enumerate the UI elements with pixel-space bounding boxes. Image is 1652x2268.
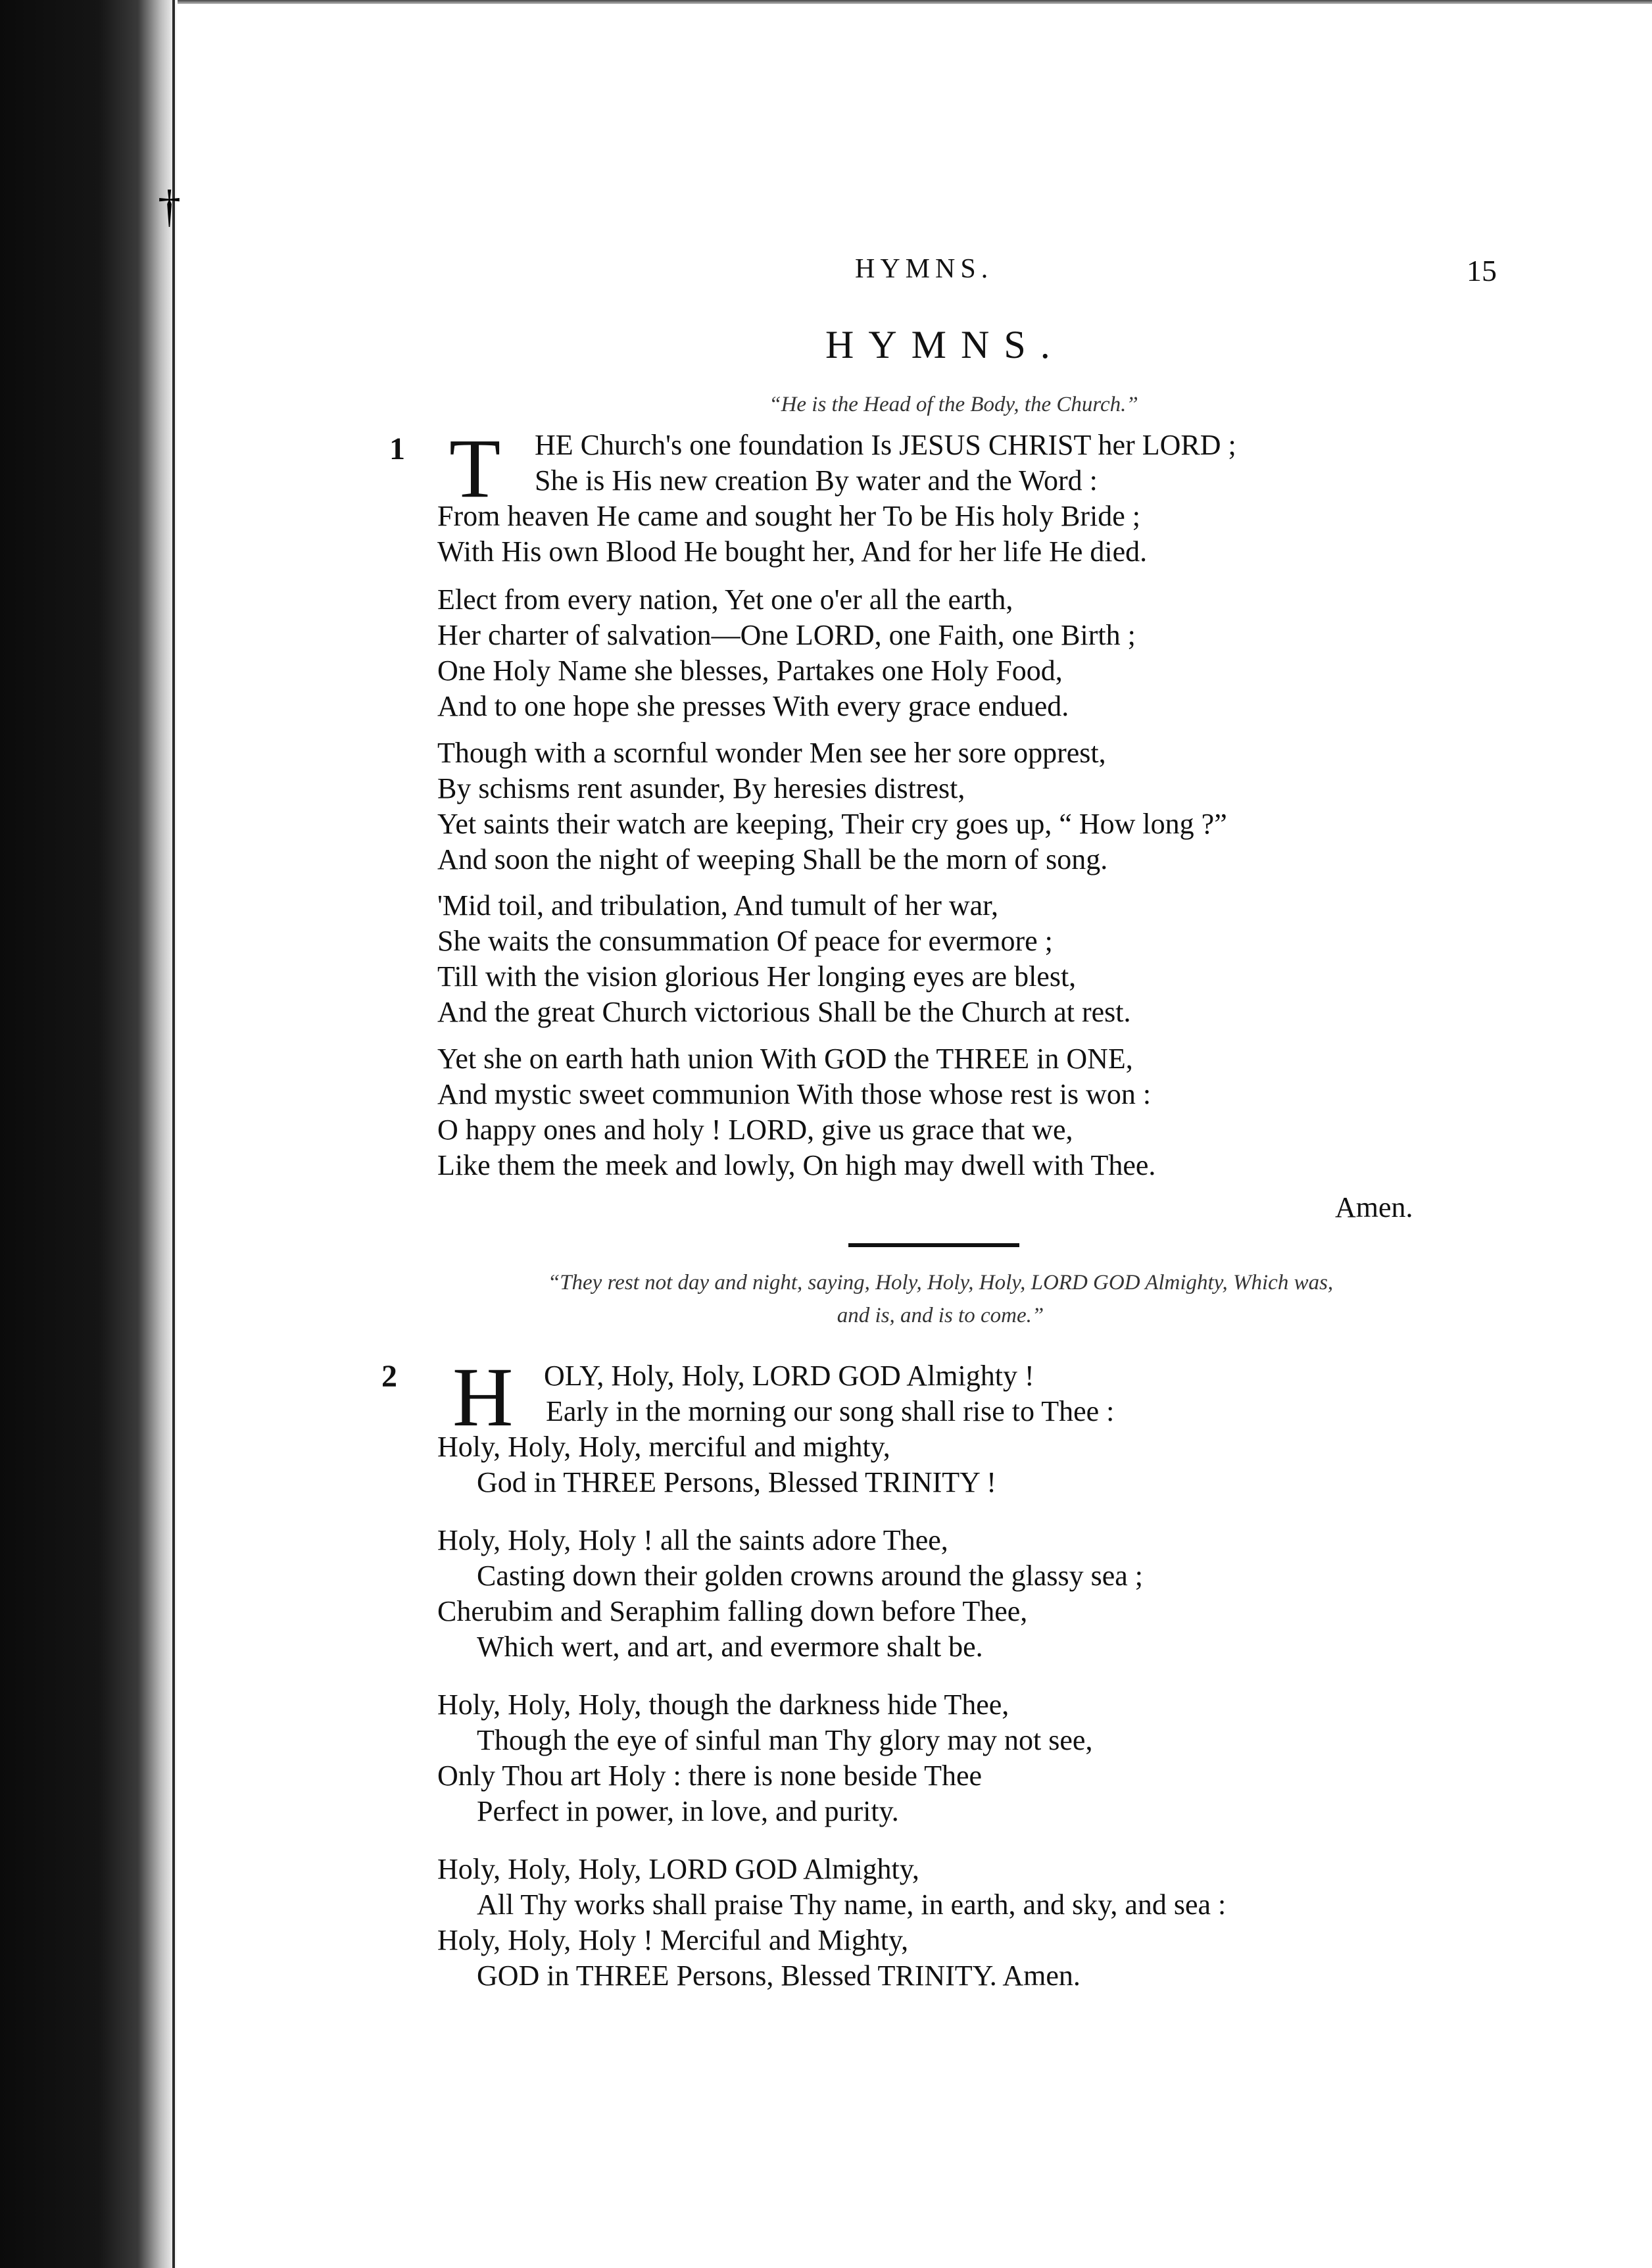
hymn2-stanza-2: [437, 1523, 1143, 1665]
hymn1-line: And to one hope she presses With every grace endued.: [437, 690, 1069, 722]
hymn2-line: Holy, Holy, Holy ! Merciful and Mighty,: [437, 1924, 909, 1956]
hymn1-line: Till with the vision glorious Her longing eyes are blest,: [437, 960, 1077, 993]
hymn2-epigraph-line: “They rest not day and night, saying, Holy, Holy, Holy, LORD GOD Almighty, Which was,: [547, 1271, 1334, 1294]
hymn1-line: With His own Blood He bought her, And for her life He died.: [437, 535, 1148, 568]
top-page-edge: [178, 0, 1652, 4]
hymn1-line: By schisms rent asunder, By heresies distrest,: [437, 772, 965, 804]
hymn1-line: And mystic sweet communion With those whose rest is won :: [437, 1078, 1152, 1110]
hymn1-line: One Holy Name she blesses, Partakes one Holy Food,: [437, 654, 1063, 687]
hymn2-line: Which wert, and art, and evermore shalt be.: [477, 1631, 983, 1663]
hymn1-line: Yet saints their watch are keeping, Their cry goes up, “ How long ?”: [437, 808, 1227, 840]
hymn2-line: All Thy works shall praise Thy name, in earth, and sky, and sea :: [477, 1888, 1227, 1921]
hymn1-stanza-1: [437, 422, 1236, 570]
hymn2-line: Perfect in power, in love, and purity.: [477, 1795, 899, 1827]
page-edge-line: [172, 0, 175, 2268]
hymn2-line: Early in the morning our song shall rise to Thee :: [546, 1395, 1115, 1427]
hymn2-stanza-3: [437, 1687, 1092, 1829]
hymn1-line: O happy ones and holy ! LORD, give us grace that we,: [437, 1114, 1073, 1146]
hymn2-line: OLY, Holy, Holy, LORD GOD Almighty !: [544, 1360, 1034, 1392]
hymn1-line: From heaven He came and sought her To be His holy Bride ;: [437, 500, 1140, 532]
hymn1-drop-cap: T: [449, 422, 501, 515]
book-gutter: [0, 0, 178, 2268]
hymn1-amen: Amen.: [1335, 1191, 1413, 1223]
hymn2-line: God in THREE Persons, Blessed TRINITY !: [477, 1466, 996, 1498]
hymn2-stanza-4: [437, 1852, 1226, 1994]
hymn2-number: 2: [381, 1359, 397, 1394]
hymn1-line: And the great Church victorious Shall be the Church at rest.: [437, 996, 1131, 1028]
hymn1-number: 1: [389, 431, 405, 466]
hymn1-line: HE Church's one foundation Is JESUS CHRIST her LORD ;: [535, 429, 1236, 461]
hymn1-line: Though with a scornful wonder Men see her sore opprest,: [437, 737, 1106, 769]
hymn1-line: She is His new creation By water and the Word :: [535, 464, 1098, 497]
hymn1-stanza-4: [437, 888, 1131, 1030]
hymn1-line: She waits the consummation Of peace for evermore ;: [437, 925, 1053, 957]
hymn2-stanza-1: [437, 1358, 1114, 1500]
hymn1-stanza-3: [437, 735, 1227, 877]
hymn2-line: Cherubim and Seraphim falling down before Thee,: [437, 1595, 1028, 1627]
section-divider: [848, 1243, 1019, 1247]
running-head: HYMNS.: [855, 254, 994, 284]
hymn1-line: 'Mid toil, and tribulation, And tumult of her war,: [437, 889, 999, 922]
page-number: 15: [1467, 254, 1497, 287]
hymn1-epigraph: “He is the Head of the Body, the Church.”: [769, 393, 1138, 416]
hymn2-line: Holy, Holy, Holy, merciful and mighty,: [437, 1431, 890, 1463]
hymn2-line: Holy, Holy, Holy, LORD GOD Almighty,: [437, 1853, 919, 1885]
hymn2-line: Only Thou art Holy : there is none beside Thee: [437, 1760, 983, 1792]
hymn2-drop-cap: H: [452, 1350, 514, 1444]
dagger-mark-icon: †: [158, 182, 181, 232]
hymn1-stanza-5: [437, 1041, 1155, 1183]
hymn1-line: And soon the night of weeping Shall be the morn of song.: [437, 843, 1108, 875]
hymn1-line: Yet she on earth hath union With GOD the THREE in ONE,: [437, 1043, 1133, 1075]
hymn2-line: Casting down their golden crowns around the glassy sea ;: [477, 1560, 1144, 1592]
hymn1-line: Like them the meek and lowly, On high may dwell with Thee.: [437, 1149, 1156, 1181]
hymn2-line: GOD in THREE Persons, Blessed TRINITY. Amen.: [477, 1960, 1081, 1992]
hymn2-epigraph: [368, 1266, 1513, 1332]
hymn2-line: Holy, Holy, Holy, though the darkness hide Thee,: [437, 1689, 1009, 1721]
hymn2-line: Holy, Holy, Holy ! all the saints adore Thee,: [437, 1524, 948, 1556]
hymn2-epigraph-line: and is, and is to come.”: [837, 1304, 1044, 1327]
hymn1-line: Her charter of salvation—One LORD, one Faith, one Birth ;: [437, 619, 1136, 651]
hymn2-line: Though the eye of sinful man Thy glory may not see,: [477, 1724, 1093, 1756]
section-title: HYMNS.: [825, 323, 1065, 366]
hymn1-line: Elect from every nation, Yet one o'er all the earth,: [437, 583, 1013, 616]
hymn1-stanza-2: [437, 582, 1136, 724]
